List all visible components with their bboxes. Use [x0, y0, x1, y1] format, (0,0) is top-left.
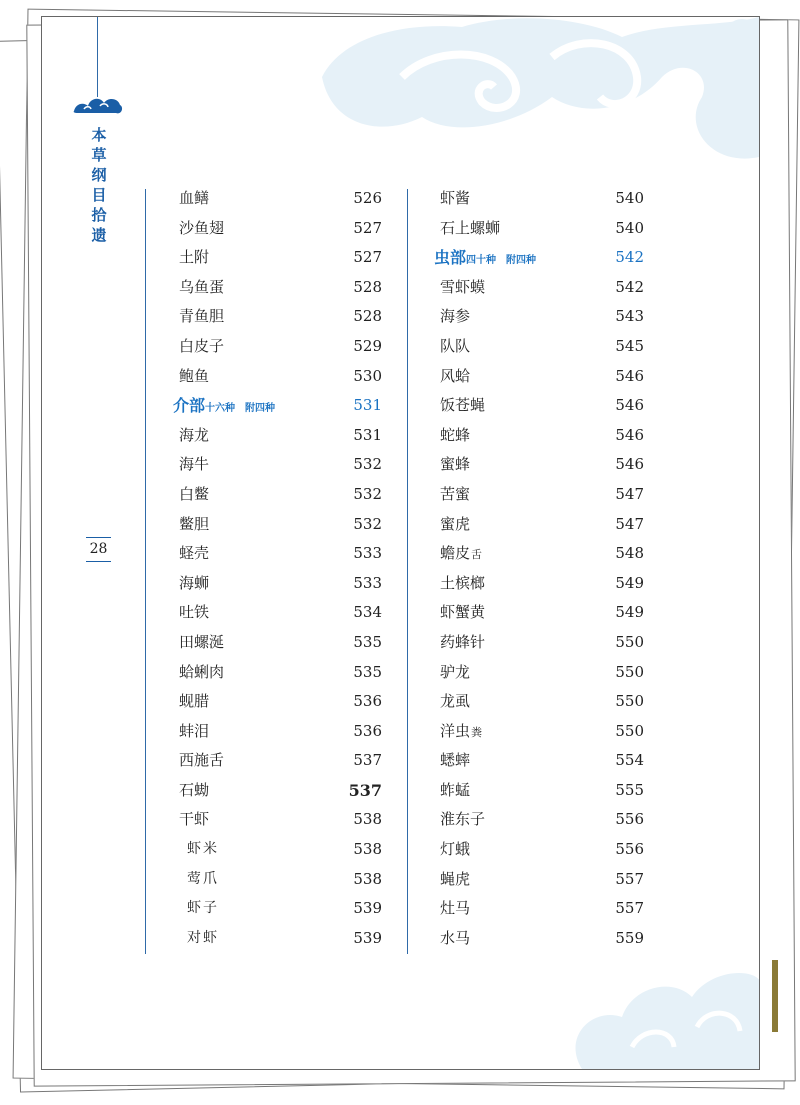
toc-page-number: 546 — [615, 396, 644, 415]
entry-title — [440, 776, 470, 806]
toc-entry — [440, 510, 644, 540]
entry-title — [440, 687, 470, 717]
entry-title — [179, 421, 209, 451]
entry-text: 虾蟹黄 — [440, 603, 486, 622]
entry-text: 虾酱 — [440, 189, 471, 207]
entry-title — [179, 273, 224, 303]
entry-title — [440, 302, 470, 332]
toc-entry — [440, 450, 644, 480]
entry-text: 驴龙 — [440, 662, 471, 681]
entry-text: 蟋蟀 — [440, 751, 471, 770]
toc-entry — [179, 273, 382, 303]
toc-sub-entry — [179, 865, 382, 895]
entry-title — [179, 598, 209, 628]
toc-page-number: 557 — [615, 899, 644, 918]
toc-entry — [440, 391, 644, 421]
entry-title — [179, 362, 209, 392]
toc-page-number: 528 — [353, 307, 382, 326]
toc-entry — [179, 569, 382, 599]
toc-page-number: 539 — [353, 928, 382, 947]
entry-text: 干虾 — [179, 810, 210, 829]
entry-title — [440, 924, 470, 954]
toc-entry — [440, 273, 644, 303]
toc-page-number: 528 — [353, 277, 382, 296]
entry-title — [187, 924, 219, 954]
entry-title — [440, 746, 470, 776]
toc-page-number: 540 — [615, 218, 644, 237]
toc-page-number: 559 — [615, 928, 644, 947]
entry-title — [179, 243, 209, 273]
toc-page-number: 542 — [615, 277, 644, 296]
toc-entry — [179, 539, 382, 569]
entry-text: 蚌泪 — [179, 721, 210, 740]
entry-text: 淮东子 — [440, 810, 486, 829]
entry-text: 海龙 — [179, 425, 210, 444]
section-name: 虫部 — [434, 248, 467, 268]
toc-page-number: 545 — [615, 336, 644, 355]
entry-text: 莺爪 — [187, 870, 219, 887]
toc-entry — [179, 302, 382, 332]
entry-text: 水马 — [440, 928, 471, 947]
toc-entry — [179, 658, 382, 688]
toc-entry — [440, 332, 644, 362]
book-title: 本 草 纲 目 拾 遗 — [91, 126, 107, 244]
toc-page-number: 543 — [615, 307, 644, 326]
toc-entry — [440, 302, 644, 332]
entry-title — [440, 184, 470, 214]
toc-page-number: 534 — [353, 603, 382, 622]
toc-page-number: 536 — [353, 721, 382, 740]
entry-text: 蛇蜂 — [440, 425, 471, 444]
book-edge — [772, 960, 778, 1032]
toc-page-number: 533 — [353, 544, 382, 563]
toc-entry — [179, 362, 382, 392]
entry-text: 青鱼胆 — [179, 307, 225, 326]
toc-page-number: 546 — [615, 455, 644, 474]
toc-left-column — [173, 184, 382, 953]
toc-page-number: 547 — [615, 514, 644, 533]
entry-title — [179, 628, 224, 658]
toc-entry — [440, 539, 644, 569]
toc-page-number: 554 — [615, 751, 644, 770]
toc-entry — [179, 717, 382, 747]
entry-title — [440, 805, 485, 835]
entry-text: 虾子 — [187, 900, 219, 917]
toc-page-number: 549 — [615, 573, 644, 592]
entry-text: 蜜蜂 — [440, 455, 471, 474]
entry-title — [440, 332, 470, 362]
toc-page-number: 540 — [615, 189, 644, 207]
entry-title — [440, 480, 470, 510]
toc-entry — [440, 480, 644, 510]
toc-entry — [179, 243, 382, 273]
entry-text: 灯蛾 — [440, 840, 471, 859]
entry-title — [179, 776, 209, 806]
folio-rule — [86, 537, 111, 538]
toc-page-number: 538 — [353, 810, 382, 829]
toc-entry — [179, 805, 382, 835]
toc-page-number: 530 — [353, 366, 382, 385]
toc-entry — [179, 598, 382, 628]
toc-page-number: 546 — [615, 425, 644, 444]
entry-text: 白皮子 — [179, 336, 225, 355]
entry-title — [440, 510, 470, 540]
entry-title — [179, 717, 209, 747]
toc-entry — [440, 658, 644, 688]
entry-title — [440, 569, 485, 599]
entry-text: 龙虱 — [440, 692, 471, 711]
toc-entry — [440, 776, 644, 806]
entry-title — [440, 539, 482, 570]
toc-entry — [440, 924, 644, 954]
entry-title — [179, 184, 209, 214]
cloud-pattern-icon — [282, 17, 759, 177]
entry-text: 田螺涎 — [179, 632, 225, 651]
toc-entry — [440, 835, 644, 865]
entry-annotation: 舌 — [471, 548, 483, 562]
toc-entry — [179, 746, 382, 776]
toc-page-number: 539 — [353, 899, 382, 918]
toc-entry — [440, 717, 644, 747]
entry-text: 血鳝 — [179, 189, 210, 207]
toc-right-column — [434, 184, 644, 953]
entry-title — [440, 865, 470, 895]
toc-page-number: 535 — [353, 662, 382, 681]
toc-entry — [179, 450, 382, 480]
entry-title — [440, 421, 470, 451]
entry-title — [179, 658, 224, 688]
page-number: 28 — [89, 541, 108, 557]
section-title — [434, 243, 536, 276]
entry-text: 海参 — [440, 307, 471, 326]
toc-page-number: 550 — [615, 632, 644, 651]
toc-entry — [440, 894, 644, 924]
toc-page-number: 535 — [353, 632, 382, 651]
toc-page-number: 526 — [353, 189, 382, 207]
toc-entry — [179, 480, 382, 510]
entry-title — [440, 362, 470, 392]
toc-page-number: 532 — [353, 455, 382, 474]
entry-title — [440, 658, 470, 688]
toc-entry — [440, 746, 644, 776]
entry-text: 西施舌 — [179, 751, 225, 770]
toc-page-number: 536 — [353, 692, 382, 711]
toc-page-number: 537 — [353, 751, 382, 770]
entry-text: 白鳖 — [179, 484, 210, 503]
entry-text: 石上螺蛳 — [440, 218, 501, 237]
entry-title — [179, 302, 224, 332]
entry-title — [440, 717, 482, 748]
toc-page-number: 537 — [348, 780, 382, 800]
column-rule — [145, 189, 146, 954]
sidebar-line — [97, 17, 98, 97]
entry-text: 土槟榔 — [440, 573, 486, 592]
entry-title — [179, 214, 224, 244]
entry-annotation: 粪 — [471, 725, 483, 739]
entry-text: 鲍鱼 — [179, 366, 210, 385]
toc-page-number: 527 — [353, 248, 382, 267]
toc-page-number: 532 — [353, 514, 382, 533]
entry-text: 土附 — [179, 248, 210, 267]
cloud-logo-icon — [72, 93, 124, 117]
entry-text: 灶马 — [440, 899, 471, 918]
section-count: 十六种 — [205, 403, 236, 415]
toc-entry — [440, 569, 644, 599]
toc-sub-entry — [179, 894, 382, 924]
entry-text: 乌鱼蛋 — [179, 277, 225, 296]
entry-title — [440, 628, 485, 658]
toc-section-heading — [173, 391, 382, 421]
section-title — [173, 391, 275, 424]
toc-sub-entry — [179, 835, 382, 865]
toc-entry — [179, 184, 382, 214]
entry-title — [187, 894, 219, 924]
toc-page-number: 557 — [615, 869, 644, 888]
entry-title — [179, 687, 209, 717]
entry-title — [440, 598, 485, 628]
toc-page-number: 538 — [353, 869, 382, 888]
entry-text: 苦蜜 — [440, 484, 471, 503]
entry-title — [187, 865, 219, 895]
entry-text: 雪虾蟆 — [440, 277, 486, 296]
toc-entry — [440, 687, 644, 717]
toc-entry — [179, 687, 382, 717]
toc-entry — [179, 421, 382, 451]
entry-text: 风蛤 — [440, 366, 471, 385]
toc-page-number: 550 — [615, 692, 644, 711]
entry-title — [440, 391, 485, 421]
toc-sub-entry — [179, 924, 382, 954]
entry-title — [179, 805, 209, 835]
toc-page-number: 531 — [353, 425, 382, 444]
toc-page-number: 527 — [353, 218, 382, 237]
entry-text: 洋虫 — [440, 721, 471, 740]
entry-text: 蟾皮 — [440, 544, 471, 563]
entry-text: 对虾 — [187, 929, 219, 946]
toc-entry — [440, 865, 644, 895]
section-count: 四十种 — [466, 255, 497, 267]
entry-text: 药蜂针 — [440, 632, 486, 651]
book-page — [41, 16, 760, 1070]
entry-text: 队队 — [440, 336, 471, 355]
entry-text: 海牛 — [179, 455, 210, 474]
toc-entry — [440, 628, 644, 658]
entry-title — [440, 894, 470, 924]
toc-entry — [179, 510, 382, 540]
toc-entry — [179, 332, 382, 362]
toc-section-heading — [434, 243, 644, 273]
toc-page-number: 531 — [353, 396, 382, 415]
entry-text: 蚬腊 — [179, 692, 210, 711]
toc-page-number: 532 — [353, 484, 382, 503]
section-name: 介部 — [173, 396, 206, 416]
entry-text: 蚱蜢 — [440, 780, 471, 799]
toc-page-number: 555 — [615, 780, 644, 799]
column-rule — [407, 189, 408, 954]
toc-entry — [179, 214, 382, 244]
entry-title — [179, 539, 209, 569]
toc-entry — [440, 184, 644, 214]
entry-title — [179, 746, 224, 776]
entry-text: 石蜐 — [179, 780, 210, 799]
entry-text: 蛤蜊肉 — [179, 662, 225, 681]
entry-text: 饭苍蝇 — [440, 396, 486, 415]
toc-entry — [440, 598, 644, 628]
toc-page-number: 550 — [615, 721, 644, 740]
entry-text: 鳖胆 — [179, 514, 210, 533]
entry-title — [179, 480, 209, 510]
section-appendix-count: 附四种 — [245, 403, 276, 415]
entry-text: 沙鱼翅 — [179, 218, 225, 237]
toc-entry — [179, 628, 382, 658]
entry-title — [440, 214, 500, 244]
entry-title — [179, 332, 224, 362]
toc-page-number: 556 — [615, 810, 644, 829]
section-appendix-count: 附四种 — [506, 255, 537, 267]
toc-entry — [179, 776, 382, 806]
toc-page-number: 550 — [615, 662, 644, 681]
toc-page-number: 542 — [615, 248, 644, 267]
entry-title — [179, 450, 209, 480]
entry-title — [440, 450, 470, 480]
toc-entry — [440, 214, 644, 244]
toc-page-number: 529 — [353, 336, 382, 355]
entry-title — [187, 835, 219, 865]
toc-page-number: 538 — [353, 840, 382, 859]
toc-entry — [440, 362, 644, 392]
folio-rule — [86, 561, 111, 562]
entry-text: 蝇虎 — [440, 869, 471, 888]
entry-text: 虾米 — [187, 841, 219, 858]
toc-page-number: 556 — [615, 840, 644, 859]
entry-title — [440, 273, 485, 303]
entry-title — [179, 569, 209, 599]
entry-text: 蛏壳 — [179, 544, 210, 563]
entry-text: 海蛳 — [179, 573, 210, 592]
toc-entry — [440, 421, 644, 451]
toc-page-number: 547 — [615, 484, 644, 503]
entry-title — [440, 835, 470, 865]
toc-entry — [440, 805, 644, 835]
entry-text: 蜜虎 — [440, 514, 471, 533]
toc-page-number: 533 — [353, 573, 382, 592]
toc-page-number: 546 — [615, 366, 644, 385]
entry-text: 吐铁 — [179, 603, 210, 622]
cloud-pattern-icon — [562, 947, 760, 1069]
toc-page-number: 548 — [615, 544, 644, 563]
toc-page-number: 549 — [615, 603, 644, 622]
entry-title — [179, 510, 209, 540]
